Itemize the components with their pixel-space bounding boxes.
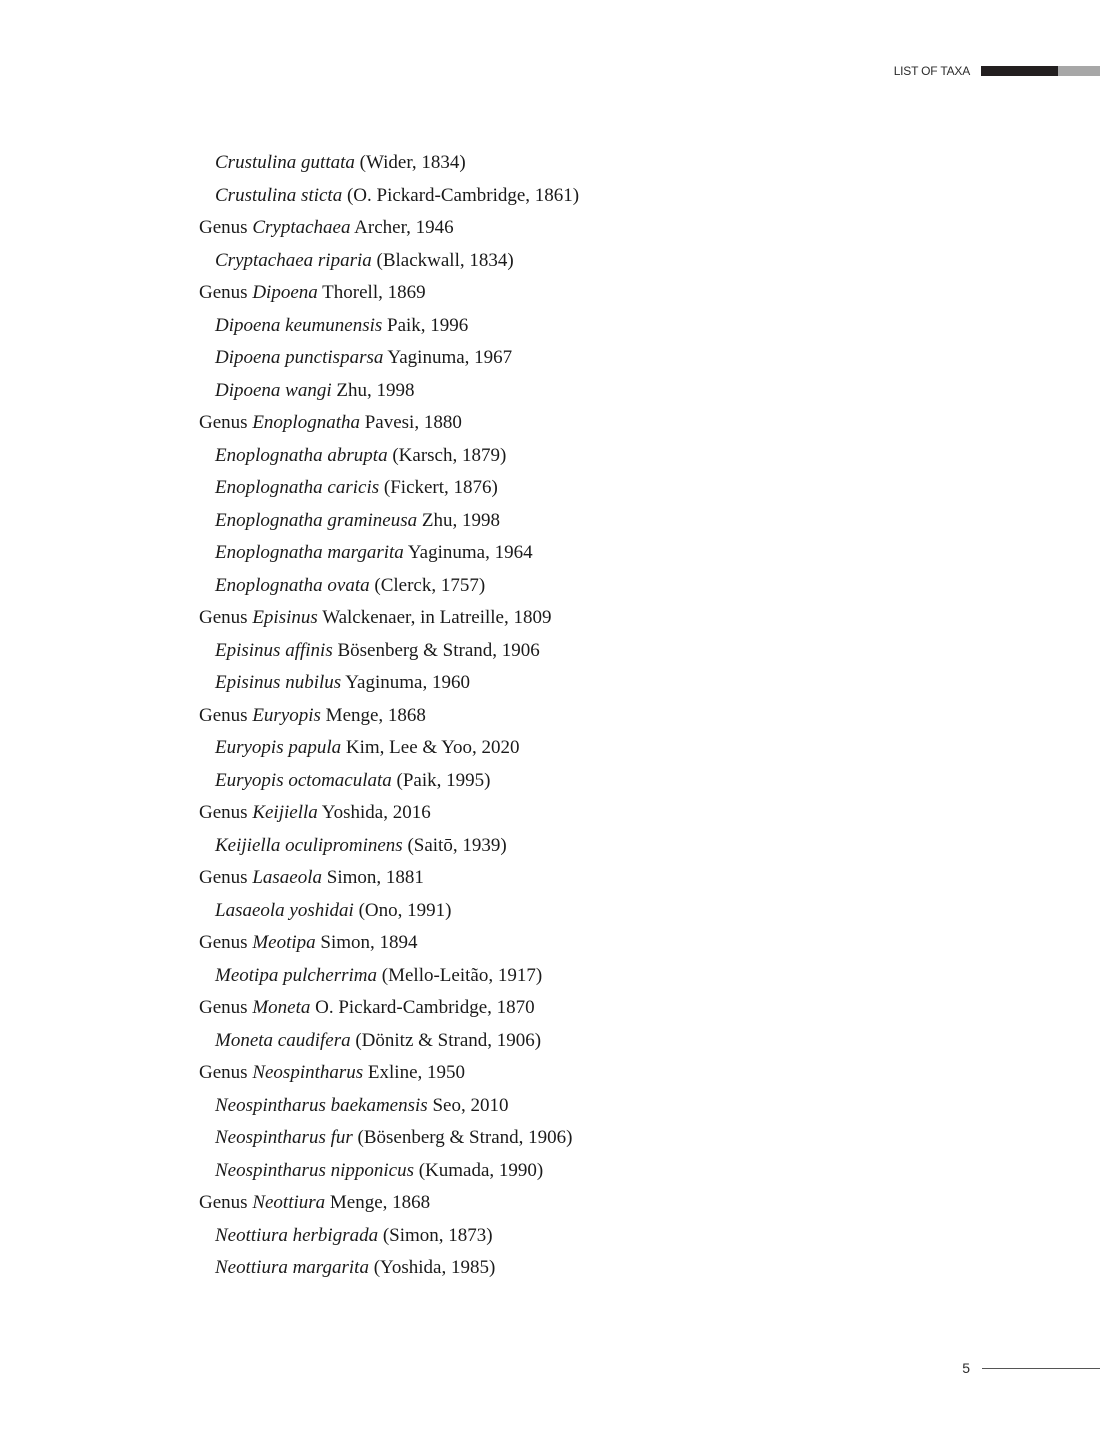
species-entry bbox=[199, 895, 579, 928]
rank-label: Genus bbox=[199, 867, 253, 888]
taxon-authority: (Mello-Leitão, 1917) bbox=[381, 964, 543, 986]
taxon-name: Enoplognatha bbox=[252, 412, 360, 433]
taxon-name: Euryopis octomaculata bbox=[215, 769, 392, 791]
taxon-authority: Thorell, 1869 bbox=[322, 282, 426, 303]
taxon-name: Enoplognatha gramineusa bbox=[215, 509, 418, 531]
footer-rule bbox=[982, 1368, 1100, 1369]
taxon-name: Episinus bbox=[252, 607, 318, 628]
taxon-authority: (O. Pickard-Cambridge, 1861) bbox=[346, 184, 580, 206]
taxon-name: Meotipa bbox=[252, 932, 316, 953]
taxon-authority: Walckenaer, in Latreille, 1809 bbox=[322, 607, 552, 628]
genus-entry bbox=[199, 277, 579, 310]
species-entry bbox=[199, 342, 579, 375]
taxon-authority: (Yoshida, 1985) bbox=[373, 1257, 496, 1278]
taxon-authority: (Wider, 1834) bbox=[359, 152, 466, 173]
taxon-name: Enoplognatha abrupta bbox=[215, 444, 388, 466]
taxon-name: Neottiura bbox=[252, 1192, 326, 1213]
taxon-authority: (Karsch, 1879) bbox=[392, 444, 507, 466]
taxon-authority: (Ono, 1991) bbox=[358, 899, 452, 921]
taxon-authority: Yoshida, 2016 bbox=[321, 802, 431, 823]
rank-label: Genus bbox=[199, 412, 253, 433]
species-entry bbox=[199, 1090, 579, 1123]
taxon-authority: Bösenberg & Strand, 1906 bbox=[337, 639, 540, 661]
rank-label: Genus bbox=[199, 997, 253, 1018]
species-entry bbox=[199, 1155, 579, 1188]
taxon-authority: Kim, Lee & Yoo, 2020 bbox=[345, 737, 520, 758]
rank-label: Genus bbox=[199, 704, 253, 726]
taxon-name: Meotipa pulcherrima bbox=[215, 964, 378, 986]
page-footer bbox=[962, 1359, 1100, 1377]
genus-entry bbox=[199, 602, 579, 635]
taxon-authority: Yaginuma, 1964 bbox=[407, 542, 533, 563]
taxon-name: Dipoena keumunensis bbox=[215, 314, 383, 336]
genus-entry bbox=[199, 407, 579, 440]
taxon-name: Neottiura herbigrada bbox=[215, 1224, 379, 1246]
genus-entry bbox=[199, 1057, 579, 1090]
taxon-name: Crustulina sticta bbox=[215, 184, 343, 206]
species-entry bbox=[199, 537, 579, 570]
taxon-name: Enoplognatha ovata bbox=[215, 574, 370, 596]
taxon-authority: Simon, 1894 bbox=[320, 932, 418, 953]
species-entry bbox=[199, 147, 579, 180]
taxon-name: Neospintharus baekamensis bbox=[215, 1094, 428, 1116]
taxon-authority: (Dönitz & Strand, 1906) bbox=[355, 1029, 542, 1051]
taxon-authority: Seo, 2010 bbox=[432, 1094, 509, 1116]
taxon-authority: Menge, 1868 bbox=[325, 704, 426, 726]
taxon-authority: Paik, 1996 bbox=[387, 314, 469, 336]
taxon-name: Enoplognatha margarita bbox=[215, 542, 404, 563]
taxon-authority: Archer, 1946 bbox=[354, 217, 454, 238]
section-title: LIST OF TAXA bbox=[893, 64, 970, 78]
taxon-name: Moneta bbox=[252, 997, 311, 1018]
taxon-authority: (Bösenberg & Strand, 1906) bbox=[357, 1127, 573, 1148]
taxon-authority: Yaginuma, 1960 bbox=[345, 672, 470, 693]
taxon-authority: (Paik, 1995) bbox=[396, 769, 491, 791]
taxon-authority: (Saitō, 1939) bbox=[407, 834, 507, 856]
species-entry bbox=[199, 570, 579, 603]
taxon-name: Neospintharus bbox=[252, 1062, 364, 1083]
taxon-name: Euryopis bbox=[252, 704, 321, 726]
taxon-authority: Menge, 1868 bbox=[329, 1192, 431, 1213]
taxon-name: Neospintharus nipponicus bbox=[215, 1159, 414, 1181]
taxon-name: Episinus nubilus bbox=[215, 672, 342, 693]
taxon-name: Episinus affinis bbox=[215, 639, 333, 661]
taxon-authority: Yaginuma, 1967 bbox=[387, 347, 513, 368]
taxon-authority: (Fickert, 1876) bbox=[383, 477, 498, 498]
rank-label: Genus bbox=[199, 932, 253, 953]
taxon-authority: (Blackwall, 1834) bbox=[376, 249, 514, 271]
rank-label: Genus bbox=[199, 802, 253, 823]
genus-entry bbox=[199, 992, 579, 1025]
species-entry bbox=[199, 375, 579, 408]
species-entry bbox=[199, 505, 579, 538]
taxon-name: Neospintharus fur bbox=[215, 1127, 353, 1148]
species-entry bbox=[199, 245, 579, 278]
taxon-name: Cryptachaea riparia bbox=[215, 249, 372, 271]
rank-label: Genus bbox=[199, 1062, 253, 1083]
species-entry bbox=[199, 472, 579, 505]
genus-entry bbox=[199, 862, 579, 895]
taxon-name: Dipoena punctisparsa bbox=[215, 347, 384, 368]
species-entry bbox=[199, 440, 579, 473]
species-entry bbox=[199, 732, 579, 765]
rank-label: Genus bbox=[199, 1192, 253, 1213]
species-entry bbox=[199, 1252, 579, 1285]
taxon-name: Keijiella oculiprominens bbox=[215, 834, 403, 856]
species-entry bbox=[199, 1122, 579, 1155]
genus-entry bbox=[199, 700, 579, 733]
taxon-name: Enoplognatha caricis bbox=[215, 477, 380, 498]
species-entry bbox=[199, 635, 579, 668]
species-entry bbox=[199, 667, 579, 700]
running-header bbox=[894, 63, 1100, 79]
taxon-authority: Zhu, 1998 bbox=[336, 379, 415, 401]
taxon-name: Dipoena bbox=[252, 282, 318, 303]
taxon-authority: (Simon, 1873) bbox=[382, 1224, 493, 1246]
taxon-name: Euryopis papula bbox=[215, 737, 342, 758]
taxon-name: Neottiura margarita bbox=[215, 1257, 369, 1278]
genus-entry bbox=[199, 927, 579, 960]
taxa-list bbox=[199, 147, 579, 1285]
rank-label: Genus bbox=[199, 282, 253, 303]
taxon-authority: Simon, 1881 bbox=[326, 867, 424, 888]
genus-entry bbox=[199, 212, 579, 245]
taxon-name: Cryptachaea bbox=[252, 217, 351, 238]
taxon-name: Dipoena wangi bbox=[215, 379, 332, 401]
rank-label: Genus bbox=[199, 607, 253, 628]
species-entry bbox=[199, 765, 579, 798]
species-entry bbox=[199, 960, 579, 993]
species-entry bbox=[199, 1025, 579, 1058]
taxon-authority: (Clerck, 1757) bbox=[374, 574, 486, 596]
species-entry bbox=[199, 310, 579, 343]
page-number: 5 bbox=[962, 1360, 970, 1376]
taxon-authority: O. Pickard-Cambridge, 1870 bbox=[315, 997, 535, 1018]
header-bar-light bbox=[1058, 66, 1100, 76]
taxon-name: Keijiella bbox=[252, 802, 318, 823]
taxon-authority: Pavesi, 1880 bbox=[364, 412, 462, 433]
header-bar-dark bbox=[981, 66, 1058, 76]
species-entry bbox=[199, 830, 579, 863]
taxon-authority: Exline, 1950 bbox=[367, 1062, 466, 1083]
taxon-name: Crustulina guttata bbox=[215, 152, 355, 173]
species-entry bbox=[199, 1220, 579, 1253]
genus-entry bbox=[199, 797, 579, 830]
genus-entry bbox=[199, 1187, 579, 1220]
taxon-authority: (Kumada, 1990) bbox=[418, 1159, 544, 1181]
taxon-name: Lasaeola yoshidai bbox=[215, 899, 354, 921]
taxon-name: Lasaeola bbox=[252, 867, 322, 888]
taxon-name: Moneta caudifera bbox=[215, 1029, 351, 1051]
species-entry bbox=[199, 180, 579, 213]
taxon-authority: Zhu, 1998 bbox=[421, 509, 500, 531]
rank-label: Genus bbox=[199, 217, 253, 238]
